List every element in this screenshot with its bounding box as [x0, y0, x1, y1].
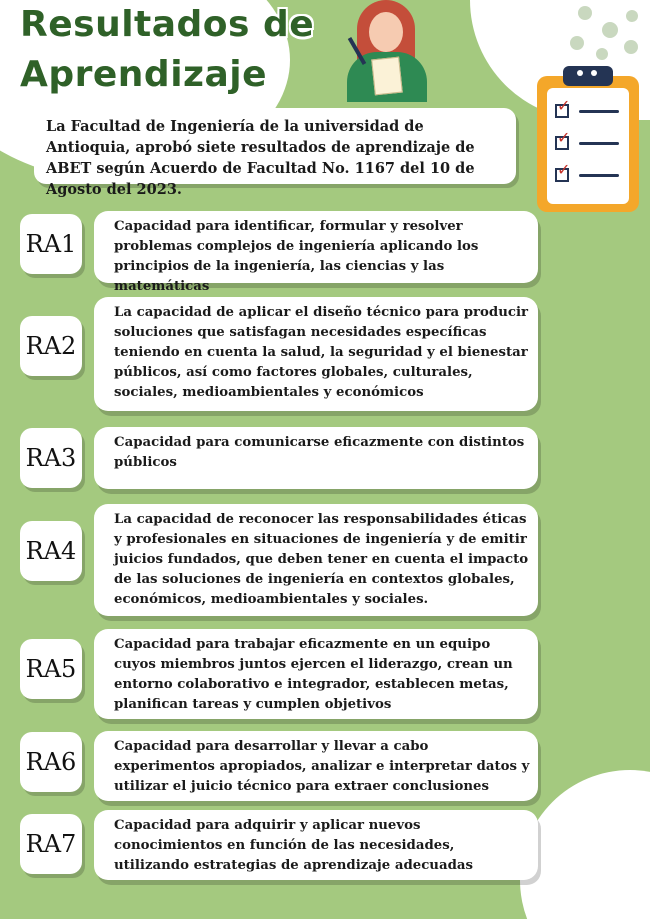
woman-writing-icon — [335, 0, 435, 102]
outcome-label-ra7: RA7 — [20, 814, 82, 874]
outcome-text-ra4: La capacidad de reconocer las responsabilidades éticas y profesionales en situaciones de ingeniería y de emitir juicios fundados, que deben tener en cuenta el impacto de las soluciones de ingeniería en contextos globales, económicos, medioambientales y sociales. — [94, 504, 538, 616]
decor-dot — [624, 40, 638, 54]
clipboard-checklist-icon: ✓ ✓ ✓ — [537, 72, 639, 214]
outcome-label-ra5: RA5 — [20, 639, 82, 699]
decor-dot — [602, 22, 618, 38]
decor-dot — [578, 6, 592, 20]
background-blob-bottom-right — [520, 770, 650, 919]
outcome-text-ra1: Capacidad para identificar, formular y resolver problemas complejos de ingeniería aplicando los principios de la ingeniería, las ciencias y las matemáticas — [94, 211, 538, 283]
outcome-label-ra6: RA6 — [20, 732, 82, 792]
intro-text: La Facultad de Ingeniería de la universidad de Antioquia, aprobó siete resultados de aprendizaje de ABET según Acuerdo de Facultad No. 1167 del 10 de Agosto del 2023. — [34, 108, 516, 184]
outcome-label-ra4: RA4 — [20, 521, 82, 581]
page-title-line-2: Aprendizaje — [20, 54, 268, 95]
decor-dot — [570, 36, 584, 50]
outcome-text-ra5: Capacidad para trabajar eficazmente en un equipo cuyos miembros juntos ejercen el liderazgo, crean un entorno colaborativo e integrador, establecen metas, planifican tareas y cumplen objetivos — [94, 629, 538, 719]
outcome-label-ra3: RA3 — [20, 428, 82, 488]
outcome-text-ra6: Capacidad para desarrollar y llevar a cabo experimentos apropiados, analizar e interpretar datos y utilizar el juicio técnico para extraer conclusiones — [94, 731, 538, 801]
page-title-line-1: Resultados de — [20, 4, 315, 45]
decor-dot — [626, 10, 638, 22]
outcome-text-ra7: Capacidad para adquirir y aplicar nuevos conocimientos en función de las necesidades, utilizando estrategias de aprendizaje adecuadas — [94, 810, 538, 880]
outcome-text-ra3: Capacidad para comunicarse eficazmente con distintos públicos — [94, 427, 538, 489]
outcome-text-ra2: La capacidad de aplicar el diseño técnico para producir soluciones que satisfagan necesidades específicas teniendo en cuenta la salud, la seguridad y el bienestar públicos, así como factores globales, culturales, sociales, medioambientales y económicos — [94, 297, 538, 411]
outcome-label-ra2: RA2 — [20, 316, 82, 376]
decor-dot — [596, 48, 608, 60]
outcome-label-ra1: RA1 — [20, 214, 82, 274]
